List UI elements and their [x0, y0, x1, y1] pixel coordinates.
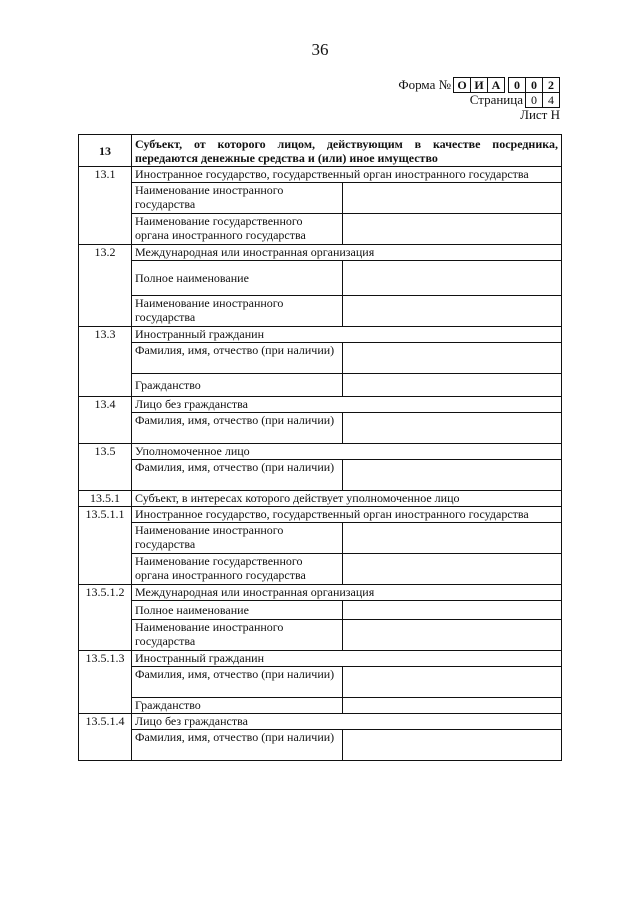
- form-number-label: Форма №: [398, 76, 451, 92]
- page-code-cell: 0: [525, 92, 543, 108]
- form-header: [398, 77, 560, 123]
- field-value[interactable]: [343, 620, 562, 651]
- field-label: Фамилия, имя, отчество (при наличии): [132, 460, 343, 491]
- form-number-row: [398, 77, 560, 92]
- field-label: Наименование иностранного государства: [132, 183, 343, 214]
- form-code-cell: И: [470, 77, 488, 93]
- field-label: Фамилия, имя, отчество (при наличии): [132, 343, 343, 374]
- table-row: [79, 730, 562, 761]
- section-row: [79, 444, 562, 460]
- section-number: 13.5.1.3: [79, 651, 132, 714]
- field-value[interactable]: [343, 183, 562, 214]
- page-code-label: Страница: [469, 91, 523, 107]
- section-title: Международная или иностранная организация: [132, 245, 562, 261]
- form-code-cell: 0: [525, 77, 543, 93]
- field-value[interactable]: [343, 261, 562, 296]
- section-row: [79, 507, 562, 523]
- field-value[interactable]: [343, 413, 562, 444]
- field-value[interactable]: [343, 523, 562, 554]
- table-row: [79, 343, 562, 374]
- section-number: 13.5: [79, 444, 132, 491]
- section-row: [79, 491, 562, 507]
- field-label: Полное наименование: [132, 261, 343, 296]
- table-row: [79, 413, 562, 444]
- table-row: [79, 620, 562, 651]
- section-title: Лицо без гражданства: [132, 714, 562, 730]
- section-number: 13.3: [79, 327, 132, 397]
- field-value[interactable]: [343, 698, 562, 714]
- form-code-cell: А: [487, 77, 505, 93]
- page-code-cell: 4: [542, 92, 560, 108]
- section-title: Лицо без гражданства: [132, 397, 562, 413]
- table-row: [79, 214, 562, 245]
- page-code-row: [398, 92, 560, 107]
- field-value[interactable]: [343, 343, 562, 374]
- section-title: Иностранный гражданин: [132, 327, 562, 343]
- section-row: [79, 327, 562, 343]
- table-header-row: [79, 135, 562, 167]
- section-title: Иностранный гражданин: [132, 651, 562, 667]
- subject-table: [78, 134, 562, 761]
- field-label: Наименование иностранного государства: [132, 296, 343, 327]
- page-number: 36: [311, 40, 329, 59]
- section-number: 13.4: [79, 397, 132, 444]
- field-value[interactable]: [343, 296, 562, 327]
- section-title: Иностранное государство, государственный орган иностранного государства: [132, 167, 562, 183]
- table-row: [79, 554, 562, 585]
- section-row: [79, 397, 562, 413]
- field-value[interactable]: [343, 730, 562, 761]
- field-label: Фамилия, имя, отчество (при наличии): [132, 413, 343, 444]
- field-value[interactable]: [343, 554, 562, 585]
- field-value[interactable]: [343, 667, 562, 698]
- form-code-cell: 0: [508, 77, 526, 93]
- field-label: Наименование государственного органа иностранного государства: [132, 554, 343, 585]
- header-title: Субъект, от которого лицом, действующим в качестве посредника, передаются денежные средства и (или) иное имущество: [132, 135, 562, 167]
- section-title: Международная или иностранная организация: [132, 585, 562, 601]
- table-row: [79, 183, 562, 214]
- section-title: Субъект, в интересах которого действует уполномоченное лицо: [132, 491, 562, 507]
- table-row: [79, 698, 562, 714]
- field-value[interactable]: [343, 374, 562, 397]
- sheet-label: Лист Н: [520, 107, 560, 122]
- header-number: 13: [79, 135, 132, 167]
- field-label: Наименование иностранного государства: [132, 523, 343, 554]
- table-row: [79, 601, 562, 620]
- field-value[interactable]: [343, 460, 562, 491]
- field-label: Полное наименование: [132, 601, 343, 620]
- section-number: 13.1: [79, 167, 132, 245]
- section-number: 13.5.1: [79, 491, 132, 507]
- field-value[interactable]: [343, 214, 562, 245]
- field-label: Фамилия, имя, отчество (при наличии): [132, 730, 343, 761]
- table-row: [79, 523, 562, 554]
- table-row: [79, 374, 562, 397]
- field-label: Гражданство: [132, 374, 343, 397]
- section-number: 13.5.1.2: [79, 585, 132, 651]
- section-row: [79, 245, 562, 261]
- section-title: Уполномоченное лицо: [132, 444, 562, 460]
- form-code-cell: 2: [542, 77, 560, 93]
- section-number: 13.5.1.1: [79, 507, 132, 585]
- table-row: [79, 296, 562, 327]
- section-row: [79, 651, 562, 667]
- table-row: [79, 261, 562, 296]
- field-label: Наименование государственного органа иностранного государства: [132, 214, 343, 245]
- section-row: [79, 585, 562, 601]
- section-number: 13.2: [79, 245, 132, 327]
- section-title: Иностранное государство, государственный орган иностранного государства: [132, 507, 562, 523]
- field-value[interactable]: [343, 601, 562, 620]
- field-label: Гражданство: [132, 698, 343, 714]
- table-row: [79, 667, 562, 698]
- form-code-cell: О: [453, 77, 471, 93]
- section-row: [79, 167, 562, 183]
- section-number: 13.5.1.4: [79, 714, 132, 761]
- field-label: Наименование иностранного государства: [132, 620, 343, 651]
- section-row: [79, 714, 562, 730]
- field-label: Фамилия, имя, отчество (при наличии): [132, 667, 343, 698]
- table-row: [79, 460, 562, 491]
